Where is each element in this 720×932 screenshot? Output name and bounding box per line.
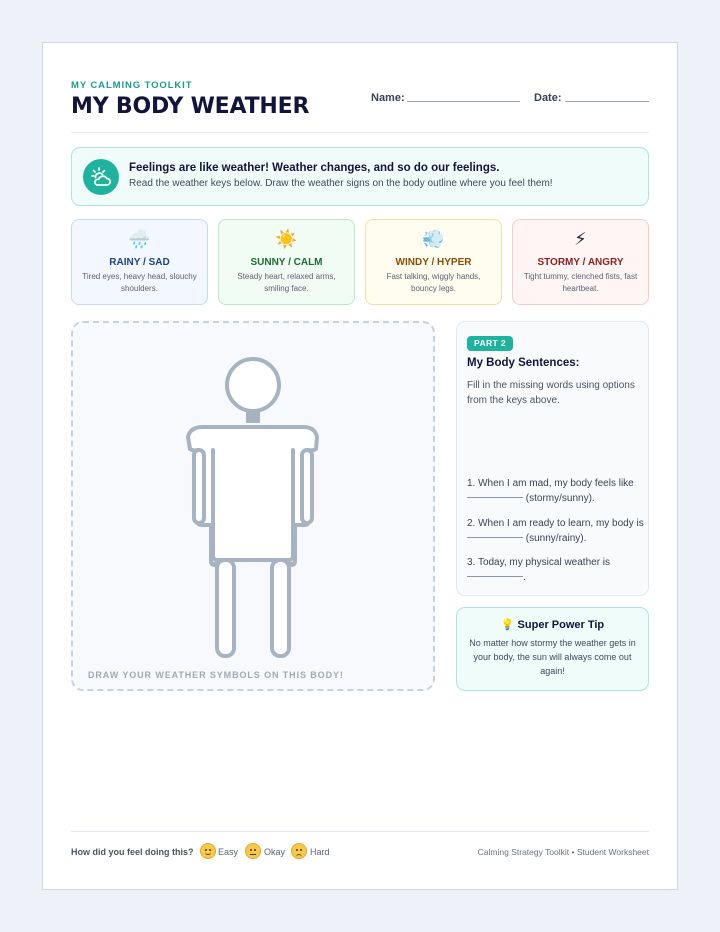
lightbulb-icon: 💡: [500, 618, 515, 631]
toolkit-kicker: MY CALMING TOOLKIT: [71, 80, 193, 91]
sentence-end: .: [523, 571, 526, 583]
tip-title: Super Power Tip: [517, 619, 605, 631]
body-drawing-area[interactable]: [71, 321, 435, 691]
answer-blank[interactable]: [467, 537, 523, 538]
feedback-easy[interactable]: Easy: [218, 847, 239, 857]
sentence-text: 1. When I am mad, my body feels like: [467, 478, 634, 489]
name-label: Name:: [371, 92, 405, 104]
weather-key-title: STORMY / ANGRY: [537, 257, 624, 268]
sentence-1: [467, 477, 645, 506]
weather-key-title: WINDY / HYPER: [395, 257, 472, 268]
weather-key-stormy: [512, 219, 649, 305]
part2-panel: [456, 321, 649, 596]
weather-key-desc: Tight tummy, clenched fists, fast heartbeat.: [523, 272, 638, 293]
sentence-options: (sunny/rainy).: [525, 532, 587, 544]
weather-key-title: RAINY / SAD: [109, 257, 170, 268]
sentence-options: (stormy/sunny).: [525, 492, 595, 504]
answer-blank[interactable]: [467, 576, 523, 577]
part-title: My Body Sentences:: [467, 357, 580, 369]
sun-icon: ☀️: [275, 229, 298, 250]
rain-cloud-icon: 🌧️: [128, 229, 151, 250]
wind-icon: 💨: [422, 229, 445, 250]
neutral-face-icon[interactable]: [245, 843, 261, 859]
name-field[interactable]: [407, 101, 520, 102]
sentence-2: [467, 517, 645, 546]
sentence-3: [467, 556, 645, 585]
weather-key-title: SUNNY / CALM: [250, 257, 323, 268]
weather-key-desc: Fast talking, wiggly hands, bouncy legs.: [386, 272, 481, 293]
weather-cloud-icon: [83, 159, 119, 195]
footer-credit: Calming Strategy Toolkit • Student Worksheet: [477, 847, 649, 857]
footer-divider: [71, 831, 649, 832]
tip-heading: [457, 618, 648, 631]
sentence-text: 2. When I am ready to learn, my body is: [467, 518, 644, 529]
body-outline: [73, 323, 433, 689]
date-label: Date:: [534, 92, 562, 104]
date-field[interactable]: [565, 101, 649, 102]
header-divider: [71, 132, 649, 133]
tip-body: No matter how stormy the weather gets in your body, the sun will always come out again!: [469, 638, 636, 676]
weather-key-rainy: [71, 219, 208, 305]
happy-face-icon[interactable]: [200, 843, 216, 859]
intro-banner: [71, 147, 649, 206]
worksheet: [42, 42, 678, 890]
answer-blank[interactable]: [467, 497, 523, 498]
lightning-icon: ⚡: [574, 229, 587, 250]
banner-subtitle: Read the weather keys below. Draw the weather signs on the body outline where you feel them!: [129, 178, 553, 189]
feedback-okay[interactable]: Okay: [264, 847, 286, 857]
sentence-text: 3. Today, my physical weather is: [467, 557, 611, 568]
part-badge: PART 2: [467, 336, 513, 351]
page-title: MY BODY WEATHER: [71, 94, 310, 119]
banner-title: Feelings are like weather! Weather changes, and so do our feelings.: [129, 162, 500, 174]
weather-key-windy: [365, 219, 502, 305]
feedback-hard[interactable]: Hard: [310, 847, 330, 857]
sad-face-icon[interactable]: [291, 843, 307, 859]
super-power-tip: [456, 607, 649, 691]
drawing-instruction: DRAW YOUR WEATHER SYMBOLS ON THIS BODY!: [88, 670, 344, 680]
part-description: Fill in the missing words using options from the keys above.: [467, 380, 635, 406]
weather-key-sunny: [218, 219, 355, 305]
weather-key-desc: Steady heart, relaxed arms, smiling face.: [237, 272, 336, 293]
weather-key-desc: Tired eyes, heavy head, slouchy shoulders.: [82, 272, 197, 293]
feedback-question: How did you feel doing this?: [71, 847, 194, 857]
